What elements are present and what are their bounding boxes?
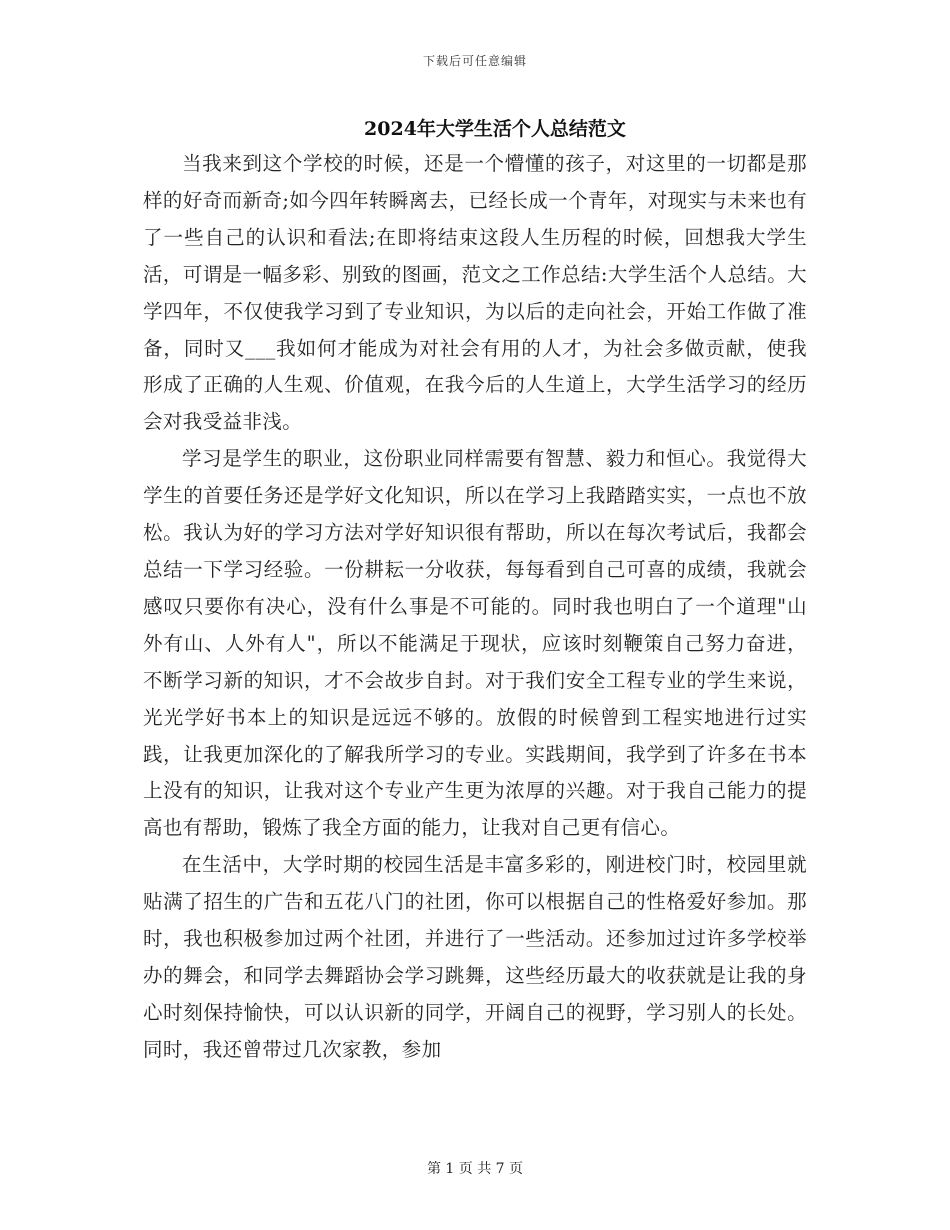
page-footer: 第 1 页 共 7 页 (426, 1161, 524, 1177)
paragraph-study: 学习是学生的职业，这份职业同样需要有智慧、毅力和恒心。我觉得大学生的首要任务还是学好文化知识，所以在学习上我踏踏实实，一点也不放松。我认为好的学习方法对学好知识很有帮助，所以在每次考试后，我都会总结一下学习经验。一份耕耘一分收获，每每看到自己可喜的成绩，我就会感叹只要你有决心，没有什么事是不可能的。同时我也明白了一个道理"山外有山、人外有人"，所以不能满足于现状，应该时刻鞭策自己努力奋进，不断学习新的知识，才不会故步自封。对于我们安全工程专业的学生来说，光光学好书本上的知识是远远不够的。放假的时候曾到工程实地进行过实践，让我更加深化的了解我所学习的专业。实践期间，我学到了许多在书本上没有的知识，让我对这个专业产生更为浓厚的兴趣。对于我自己能力的提高也有帮助，锻炼了我全方面的能力，让我对自己更有信心。 (143, 447, 807, 840)
paragraph-intro: 当我来到这个学校的时候，还是一个懵懂的孩子，对这里的一切都是那样的好奇而新奇;如今四年转瞬离去，已经长成一个青年，对现实与未来也有了一些自己的认识和看法;在即将结束这段人生历程的时候，回想我大学生活，可谓是一幅多彩、别致的图画，范文之工作总结:大学生活个人总结。大学四年，不仅使我学习到了专业知识，为以后的走向社会，开始工作做了准备，同时又___我如何才能成为对社会有用的人才，为社会多做贡献，使我形成了正确的人生观、价值观，在我今后的人生道上，大学生活学习的经历会对我受益非浅。 (143, 152, 807, 434)
paragraph-life: 在生活中，大学时期的校园生活是丰富多彩的，刚进校门时，校园里就贴满了招生的广告和五花八门的社团，你可以根据自己的性格爱好参加。那时，我也积极参加过两个社团，并进行了一些活动。还参加过过许多学校举办的舞会，和同学去舞蹈协会学习跳舞，这些经历最大的收获就是让我的身心时刻保持愉快，可以认识新的同学，开阔自己的视野，学习别人的长处。同时，我还曾带过几次家教，参加 (143, 853, 807, 1061)
page-header: 下载后可任意编辑 (422, 54, 527, 68)
document-body (143, 146, 807, 1069)
document-title: 2024年大学生活个人总结范文 (364, 118, 626, 140)
